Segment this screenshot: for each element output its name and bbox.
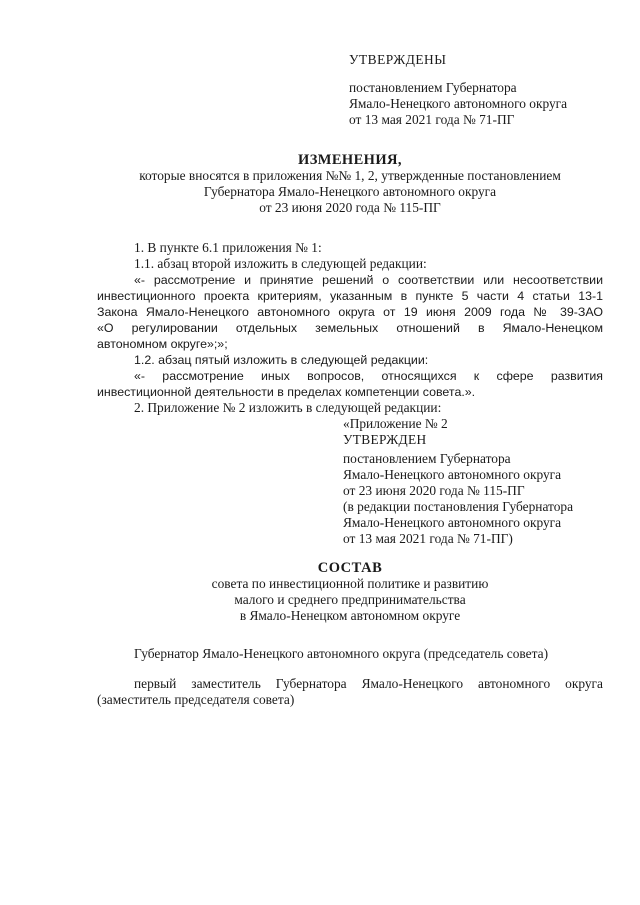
quote-1-line-5: автономном округе»;»; — [97, 337, 228, 351]
composition-line-2: малого и среднего предпринимательства — [234, 592, 466, 607]
quote-2 — [97, 368, 603, 400]
approval-line-3: от 13 мая 2021 года № 71-ПГ — [349, 112, 515, 127]
approval-details — [349, 80, 567, 128]
changes-heading — [0, 152, 640, 216]
paragraph-1: 1. В пункте 6.1 приложения № 1: — [134, 240, 322, 255]
composition-title: СОСТАВ — [317, 560, 383, 576]
appendix-line-5: от 23 июня 2020 года № 115-ПГ — [343, 483, 525, 498]
appendix-line-3: постановлением Губернатора — [343, 451, 511, 466]
approval-block — [349, 52, 446, 68]
approval-line-2: Ямало-Ненецкого автономного округа — [349, 96, 568, 111]
quote-1-line-2: инвестиционного проекта критериям, указанным в пункте 5 части 4 статьи 13-1 — [97, 289, 603, 303]
paragraph-2: 2. Приложение № 2 изложить в следующей редакции: — [134, 400, 442, 415]
approval-line-1: постановлением Губернатора — [349, 80, 517, 95]
appendix-line-2: УТВЕРЖДЕН — [343, 432, 427, 447]
appendix-details — [343, 451, 573, 547]
changes-line-1: которые вносятся в приложения №№ 1, 2, утвержденные постановлением — [139, 168, 561, 183]
quote-1-line-4: «О регулировании отдельных земельных отношений в Ямало-Ненецком — [97, 321, 603, 335]
appendix-header — [343, 416, 448, 448]
appendix-line-4: Ямало-Ненецкого автономного округа — [343, 467, 562, 482]
quote-1-line-1: «- рассмотрение и принятие решений о соответствии или несоответствии — [134, 273, 603, 287]
composition-line-1: совета по инвестиционной политике и развитию — [211, 576, 489, 591]
paragraph-1-1: 1.1. абзац второй изложить в следующей редакции: — [134, 256, 427, 271]
changes-line-2: Губернатора Ямало-Ненецкого автономного округа — [203, 184, 497, 199]
appendix-line-6: (в редакции постановления Губернатора — [343, 499, 574, 514]
quote-1 — [97, 272, 603, 352]
member-2-line-2: (заместитель председателя совета) — [97, 692, 295, 707]
quote-2-line-1: «- рассмотрение иных вопросов, относящихся к сфере развития — [134, 369, 603, 383]
approval-title: УТВЕРЖДЕНЫ — [349, 52, 447, 67]
composition-line-3: в Ямало-Ненецком автономном округе — [239, 608, 461, 623]
appendix-line-1: «Приложение № 2 — [343, 416, 448, 431]
member-2 — [97, 676, 603, 708]
changes-line-3: от 23 июня 2020 года № 115-ПГ — [259, 200, 441, 215]
quote-1-line-3: Закона Ямало-Ненецкого автономного округа от 19 июня 2009 года № 39-ЗАО — [97, 305, 603, 319]
member-1: Губернатор Ямало-Ненецкого автономного округа (председатель совета) — [134, 646, 549, 661]
composition-heading — [0, 560, 640, 624]
paragraph-1-2: 1.2. абзац пятый изложить в следующей редакции: — [134, 353, 429, 367]
quote-2-line-2: инвестиционной деятельности в пределах компетенции совета.». — [97, 385, 476, 399]
member-2-line-1: первый заместитель Губернатора Ямало-Ненецкого автономного округа — [134, 676, 603, 691]
changes-title: ИЗМЕНЕНИЯ, — [298, 152, 402, 168]
appendix-line-7: Ямало-Ненецкого автономного округа — [343, 515, 562, 530]
appendix-line-8: от 13 мая 2021 года № 71-ПГ) — [343, 531, 513, 546]
